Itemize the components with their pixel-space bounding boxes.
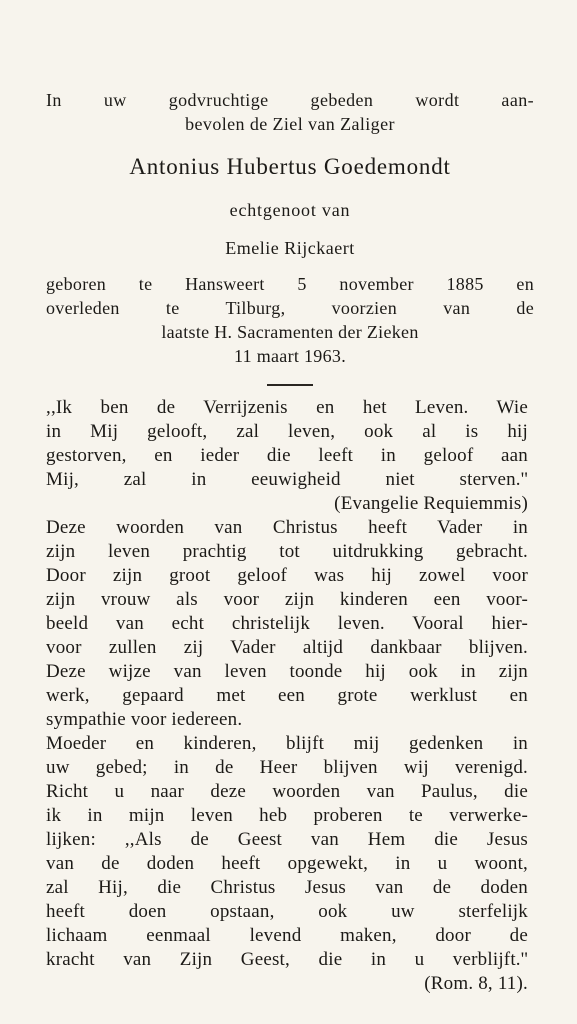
birth-death-line: geboren te Hansweert 5 november 1885 en (46, 274, 534, 294)
birth-death-block (46, 272, 534, 368)
citation-romans: (Rom. 8, 11). (424, 973, 528, 994)
memorial-text (46, 396, 528, 996)
text-line: voor zullen zij Vader altijd dankbaar blijven. (46, 637, 528, 658)
text-line: uw gebed; in de Heer blijven wij verenigd. (46, 757, 528, 778)
text-line: sympathie voor iedereen. (46, 709, 243, 730)
text-line: Deze wijze van leven toonde hij ook in zijn (46, 661, 528, 682)
text-line: lijken: ,,Als de Geest van Hem die Jesus (46, 829, 528, 850)
intro-line-1: In uw godvruchtige gebeden wordt aan- (46, 90, 534, 110)
deceased-name: Antonius Hubertus Goedemondt (129, 154, 451, 179)
text-line: heeft doen opstaan, ook uw sterfelijk (46, 901, 528, 922)
citation-gospel: (Evangelie Requiemmis) (334, 493, 528, 514)
text-line: Richt u naar deze woorden van Paulus, die (46, 781, 528, 802)
spouse-label: echtgenoot van (229, 200, 351, 220)
birth-death-line: laatste H. Sacramenten der Zieken (161, 322, 419, 342)
text-line: Mij, zal in eeuwigheid niet sterven.'' (46, 469, 528, 490)
text-line: lichaam eenmaal levend maken, door de (46, 925, 528, 946)
text-line: Door zijn groot geloof was hij zowel voor (46, 565, 528, 586)
text-line: van de doden heeft opgewekt, in u woont, (46, 853, 528, 874)
text-line: beeld van echt christelijk leven. Vooral hier- (46, 613, 528, 634)
text-line: Moeder en kinderen, blijft mij gedenken in (46, 733, 528, 754)
card-header (46, 88, 534, 386)
intro-line-2: bevolen de Ziel van Zaliger (185, 114, 395, 134)
text-line: in Mij gelooft, zal leven, ook al is hij (46, 421, 528, 442)
text-line: kracht van Zijn Geest, die in u verblijft.'' (46, 949, 528, 970)
text-line: zijn vrouw als voor zijn kinderen een voor- (46, 589, 528, 610)
birth-death-line: 11 maart 1963. (233, 346, 346, 366)
text-line: gestorven, en ieder die leeft in geloof aan (46, 445, 528, 466)
text-line: ,,Ik ben de Verrijzenis en het Leven. Wie (46, 397, 528, 418)
text-line: zijn leven prachtig tot uitdrukking gebracht. (46, 541, 528, 562)
text-line: werk, gepaard met een grote werklust en (46, 685, 528, 706)
text-line: zal Hij, die Christus Jesus van de doden (46, 877, 528, 898)
text-line: Deze woorden van Christus heeft Vader in (46, 517, 528, 538)
text-line: ik in mijn leven heb proberen te verwerke- (46, 805, 528, 826)
birth-death-line: overleden te Tilburg, voorzien van de (46, 298, 534, 318)
spouse-name: Emelie Rijckaert (225, 238, 355, 258)
divider-rule (267, 384, 313, 386)
